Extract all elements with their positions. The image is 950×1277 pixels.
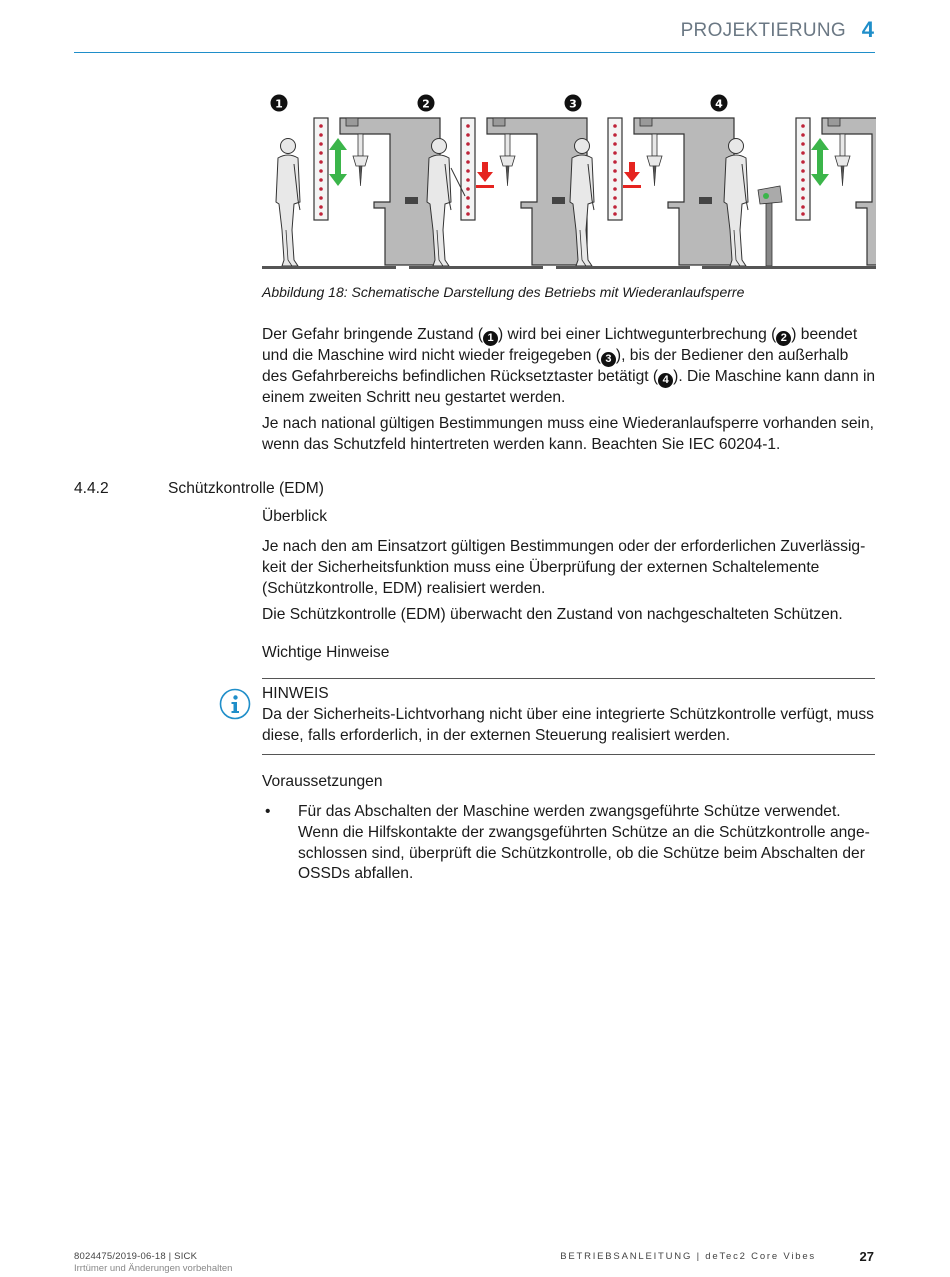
step-ref-2: 2 <box>776 331 791 346</box>
step-ref-3: 3 <box>601 352 616 367</box>
info-icon <box>219 688 251 720</box>
section-number: 4.4.2 <box>74 480 109 497</box>
requirements-heading: Voraussetzungen <box>262 773 383 790</box>
header-divider <box>74 52 875 53</box>
step-1-panel <box>262 95 440 270</box>
step-1-marker: 1 <box>275 97 283 111</box>
chapter-number: 4 <box>861 17 874 42</box>
chapter-title: PROJEKTIERUNG <box>680 20 846 41</box>
step-3-marker: 3 <box>569 97 577 111</box>
footer-doc-title: BETRIEBSANLEITUNG | deTec2 Core Vibes <box>560 1251 816 1262</box>
restart-interlock-figure <box>262 90 876 272</box>
footer-doc-id: 8024475/2019-06-18 | SICK <box>74 1251 198 1262</box>
figure-caption: Abbildung 18: Schematische Darstellung des Betriebs mit Wiederanlaufsperre <box>262 284 745 300</box>
notes-heading: Wichtige Hinweise <box>262 644 390 661</box>
step-ref-4: 4 <box>658 373 673 388</box>
note-bottom-rule <box>262 754 875 755</box>
requirement-item: Für das Abschalten der Maschine werden zwangsgeführte Schütze verwendet. Wenn die Hilfskontakte der zwangsgeführten Schütze an die Schützkontrolle ange-schlossen sind, überprüft die Schützkontrolle, ob die Schütze beim Abschalten der OSSDs abfallen. <box>298 803 870 883</box>
note-label: HINWEIS <box>262 685 329 702</box>
overview-paragraph-2: Die Schützkontrolle (EDM) überwacht den Zustand von nachgeschalteten Schützen. <box>262 606 843 623</box>
step-ref-1: 1 <box>483 331 498 346</box>
note-text: Da der Sicherheits-Lichtvorhang nicht über eine integrierte Schützkontrolle verfügt, muss diese, falls erforderlich, in der externen Steuerung realisiert werden. <box>262 706 874 744</box>
intro-paragraph-2: Je nach national gültigen Bestimmungen muss eine Wiederanlaufsperre vorhanden sein, wenn das Schutzfeld hintertreten werden kann. Beachten Sie IEC 60204-1. <box>262 415 874 453</box>
section-title: Schützkontrolle (EDM) <box>168 480 324 497</box>
step-4-marker: 4 <box>715 97 723 111</box>
note-top-rule <box>262 678 875 679</box>
page-number: 27 <box>859 1249 874 1264</box>
step-2-marker: 2 <box>422 97 430 111</box>
intro-paragraph-1: Der Gefahr bringende Zustand ( 1 ) wird bei einer Lichtwegunterbrechung ( 2 ) beendet und die Maschine wird nicht wieder freigegeben ( 3 ), bis der Bediener den außerhalb des Gefahrbereichs befindlichen Rücksetztaster betätigt ( 4 ). Die Maschine kann dann in einem zweiten Schritt neu gestartet werden. <box>262 326 876 406</box>
bullet-marker: • <box>265 803 271 820</box>
footer-disclaimer: Irrtümer und Änderungen vorbehalten <box>74 1263 233 1274</box>
overview-paragraph-1: Je nach den am Einsatzort gültigen Bestimmungen oder der erforderlichen Zuverlässig-keit der Sicherheitsfunktion muss eine Überprüfung der externen Schaltelemente (Schützkontrolle, EDM) realisiert werden. <box>262 538 866 597</box>
overview-heading: Überblick <box>262 508 327 525</box>
